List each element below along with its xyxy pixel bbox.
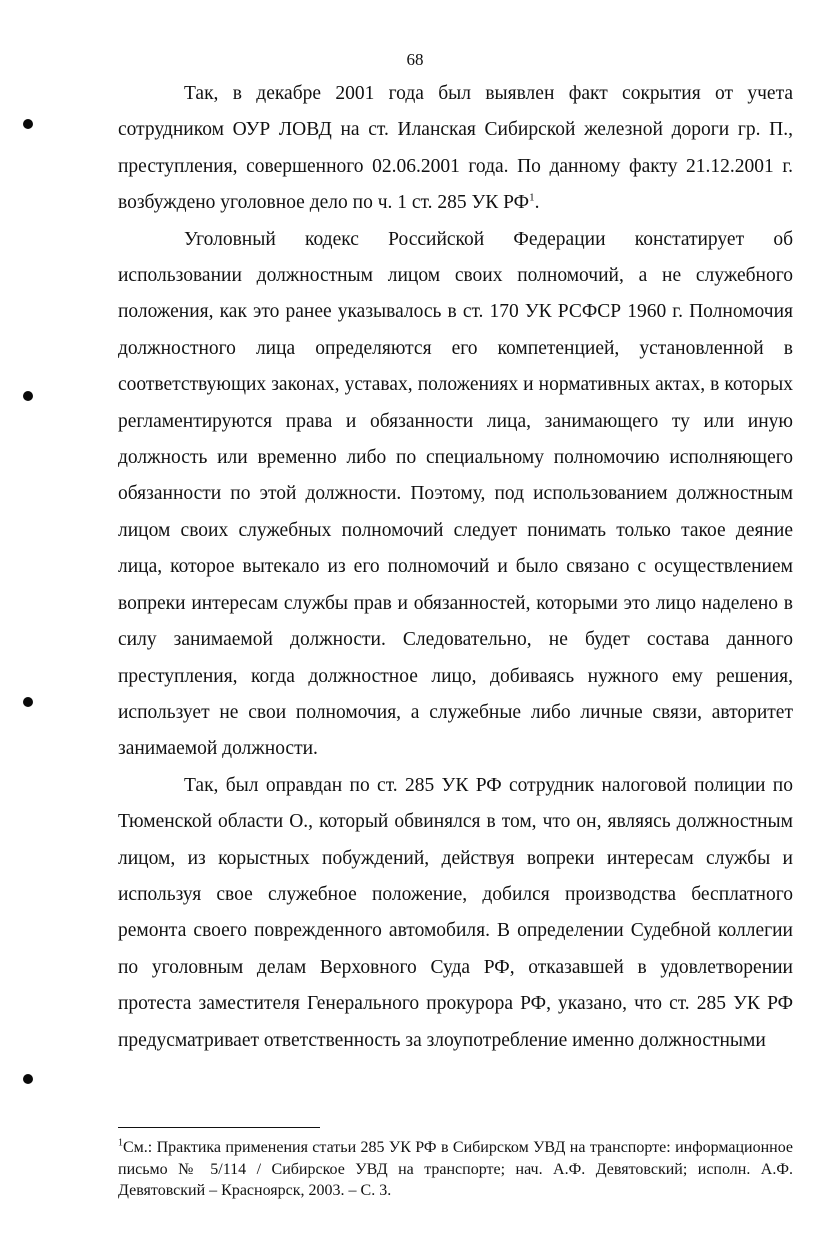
paragraph-2: Уголовный кодекс Российской Федерации констатирует об использовании должностным лицом своих полномочий, а не служебного положения, как это ранее указывалось в ст. 170 УК РСФСР 1960 г. Полномочия должностного лица определяются его компетенцией, установленной в соответствующих законах, уставах, положениях и нормативных актах, в которых регламентируются права и обязанности лица, занимающего ту или иную должность или временно либо по специальному полномочию исполняющего обязанности по этой должности. Поэтому, под использованием должностным лицом своих служебных полномочий следует понимать только такое деяние лица, которое вытекало из его полномочий и было связано с осуществлением вопреки интересам службы прав и обязанностей, которыми это лицо наделено в силу занимаемой должности. Следовательно, не будет состава данного преступления, когда должностное лицо, добиваясь нужного ему решения, использует не свои полномочия, а служебные либо личные связи, авторитет занимаемой должности. xyxy=(118,228,793,760)
paragraph-1-text: Так, в декабре 2001 года был выявлен факт сокрытия от учета сотрудником ОУР ЛОВД на ст. Иланская Сибирской железной дороги гр. П., преступления, совершенного 02.06.2001 года. По данному факту 21.12.2001 г. возбуждено уголовное дело по ч. 1 ст. 285 УК РФ xyxy=(118,83,793,214)
paragraph-1 xyxy=(118,76,793,222)
punch-hole-3 xyxy=(23,697,33,707)
punch-hole-1 xyxy=(23,119,33,129)
page-number: 68 xyxy=(406,50,424,69)
footnote-1 xyxy=(118,1137,793,1202)
paragraph-1-tail: . xyxy=(534,192,540,214)
punch-hole-2 xyxy=(23,391,33,401)
paragraph-3: Так, был оправдан по ст. 285 УК РФ сотрудник налоговой полиции по Тюменской области О., который обвинялся в том, что он, являясь должностным лицом, из корыстных побуждений, действуя вопреки интересам службы и используя свое служебное положение, добился производства бесплатного ремонта своего поврежденного автомобиля. В определении Судебной коллегии по уголовным делам Верховного Суда РФ, отказавшей в удовлетворении протеста заместителя Генерального прокурора РФ, указано, что ст. 285 УК РФ предусматривает ответственность за злоупотребление именно должностными xyxy=(118,774,793,1051)
footnote-marker: 1 xyxy=(118,1137,123,1149)
body-text xyxy=(118,76,793,1059)
footnote-reference: 1 xyxy=(529,191,535,204)
footnote-separator xyxy=(118,1127,320,1128)
punch-hole-4 xyxy=(23,1074,33,1084)
footnote-text: См.: Практика применения статьи 285 УК РФ в Сибирском УВД на транспорте: информационное письмо № 5/114 / Сибирское УВД на транспорте; нач. А.Ф. Девятовский; исполн. А.Ф. Девятовский – Красноярск, 2003. – С. 3. xyxy=(118,1139,793,1199)
